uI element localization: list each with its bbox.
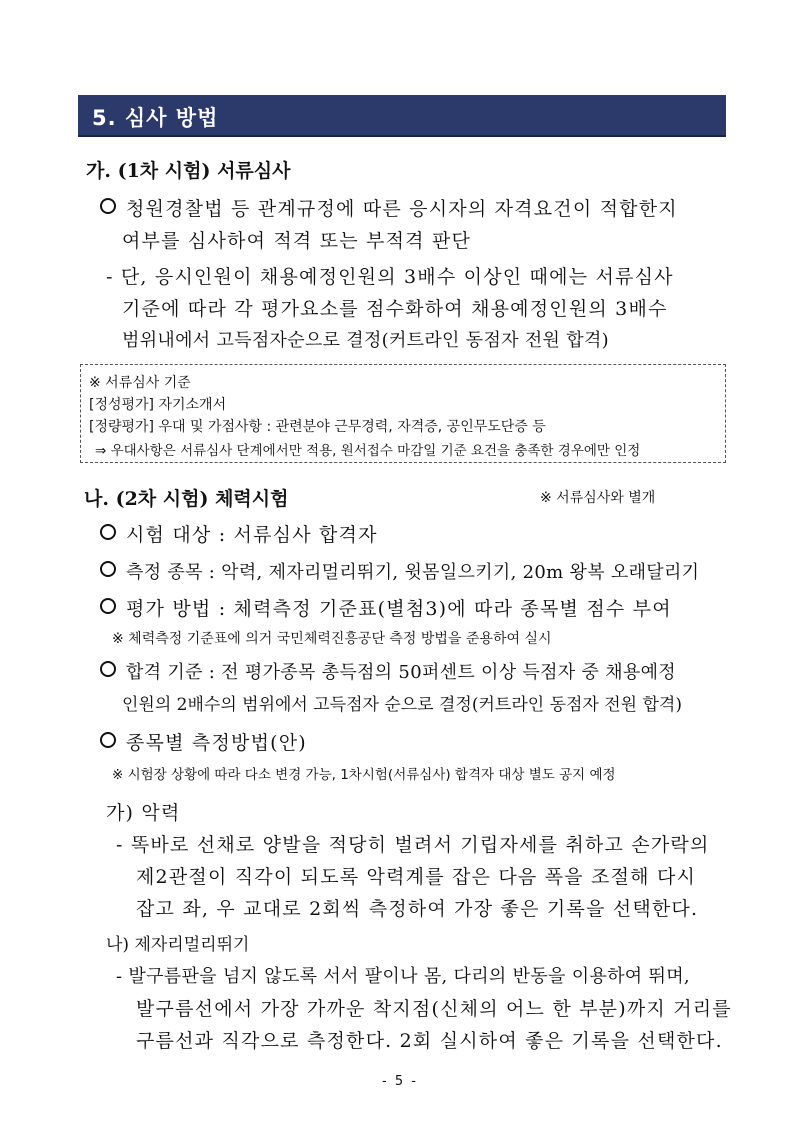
bullet-evaluation-method: 평가 방법 : 체력측정 기준표(별첨3)에 따라 종목별 점수 부여 xyxy=(100,594,672,621)
circle-bullet-icon xyxy=(100,598,116,614)
subheading-grip-strength: 가) 악력 xyxy=(106,802,181,824)
grip-line1: - 똑바로 선채로 양발을 적당히 벌려서 기립자세를 취하고 손가락의 xyxy=(116,834,710,856)
bullet-pass-criteria-line1: 합격 기준 : 전 평가종목 총득점의 50퍼센트 이상 득점자 중 채용예정 xyxy=(100,658,676,684)
dash-scoring-line2: 기준에 따라 각 평가요소를 점수화하여 채용예정인원의 3배수 xyxy=(122,298,668,320)
dash-scoring-line3: 범위내에서 고득점자순으로 결정(커트라인 동점자 전원 합격) xyxy=(122,330,609,351)
circle-bullet-icon xyxy=(100,661,116,677)
grip-line3: 잡고 좌, 우 교대로 2회씩 측정하여 가장 좋은 기록을 선택한다. xyxy=(136,898,699,920)
circle-bullet-icon xyxy=(100,732,116,748)
subheading-standing-jump: 나) 제자리멀리뛰기 xyxy=(106,935,250,955)
circle-bullet-icon xyxy=(100,198,116,214)
bullet-eligibility-line2: 여부를 심사하여 적격 또는 부적격 판단 xyxy=(122,230,472,252)
heading-physical-test: 나. (2차 시험) 체력시험 xyxy=(84,488,289,510)
bullet-test-items: 측정 종목 : 악력, 제자리멀리뛰기, 윗몸일으키기, 20m 왕복 오래달리기 xyxy=(100,558,699,584)
bullet-eligibility-line1: 청원경찰법 등 관계규정에 따른 응시자의 자격요건이 적합한지 xyxy=(100,194,678,221)
section-header-bar xyxy=(78,95,726,137)
box-quantitative: [정량평가] 우대 및 가점사항 : 관련분야 근무경력, 자격증, 공인무도단증 등 xyxy=(89,419,546,435)
heading-document-review: 가. (1차 시험) 서류심사 xyxy=(86,160,291,182)
note-schedule-change: ※ 시험장 상황에 따라 다소 변경 가능, 1차시험(서류심사) 합격자 대상 별도 공지 예정 xyxy=(112,767,616,783)
section-title: 5. 심사 방법 xyxy=(92,106,219,130)
dash-scoring-line1: - 단, 응시인원이 채용예정인원의 3배수 이상인 때에는 서류심사 xyxy=(106,266,674,288)
jump-line1: - 발구름판을 넘지 않도록 서서 팔이나 몸, 다리의 반동을 이용하여 뛰며, xyxy=(116,966,690,987)
grip-line2: 제2관절이 직각이 되도록 악력계를 잡은 다음 폭을 조절해 다시 xyxy=(136,866,697,888)
circle-bullet-icon xyxy=(100,561,116,577)
bullet-measurement-methods: 종목별 측정방법(안) xyxy=(100,728,307,755)
jump-line2: 발구름선에서 가장 가까운 착지점(신체의 어느 한 부분)까지 거리를 xyxy=(136,998,732,1020)
criteria-note-box xyxy=(80,364,726,463)
page-number: - 5 - xyxy=(382,1074,418,1089)
bullet-pass-criteria-line2: 인원의 2배수의 범위에서 고득점자 순으로 결정(커트라인 동점자 전원 합격) xyxy=(122,695,682,715)
box-qualitative: [정성평가] 자기소개서 xyxy=(89,397,227,413)
box-preference-note: ⇒ 우대사항은 서류심사 단계에서만 적용, 원서접수 마감일 기준 요건을 충족한 경우에만 인정 xyxy=(95,443,641,459)
side-note-separate: ※ 서류심사와 별개 xyxy=(540,490,656,506)
note-measurement-standard: ※ 체력측정 기준표에 의거 국민체력진흥공단 측정 방법을 준용하여 실시 xyxy=(112,631,552,647)
jump-line3: 구름선과 직각으로 측정한다. 2회 실시하여 좋은 기록을 선택한다. xyxy=(136,1030,723,1052)
box-title: ※ 서류심사 기준 xyxy=(89,375,191,391)
bullet-test-target: 시험 대상 : 서류심사 합격자 xyxy=(100,520,378,547)
circle-bullet-icon xyxy=(100,524,116,540)
